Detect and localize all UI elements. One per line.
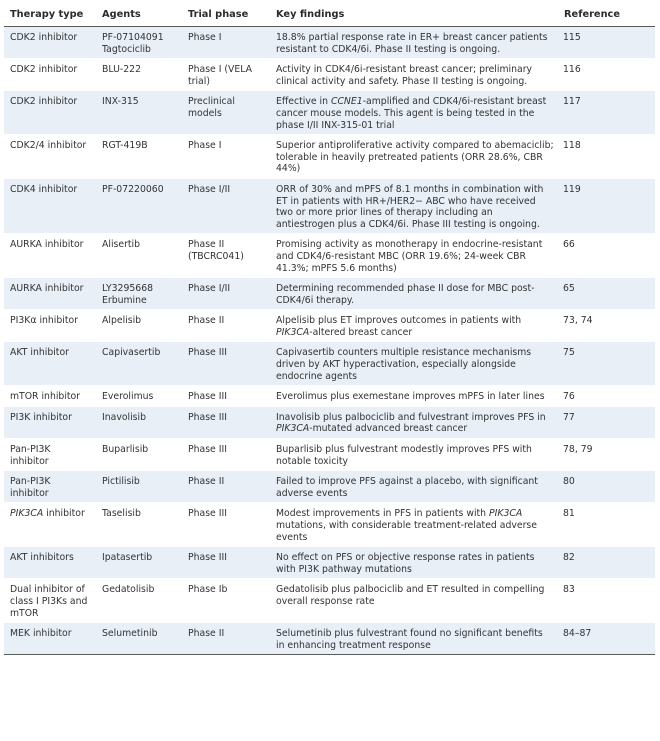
finding-text: -amplified and CDK4/6i-resistant breast cancer mouse models. This agent is being tested in the phase I/II INX-315-01 trial [276,96,547,131]
agent-name: INX-315 [102,96,139,108]
finding-text: Inavolisib plus palbociclib and fulvestrant improves PFS in [276,411,546,423]
cell-trial-phase: Phase II [182,310,270,342]
cell-therapy-type: AKT inhibitors [4,547,96,579]
finding-text: Superior antiproliferative activity compared to abemaciclib; tolerable in heavily pretreated patients (ORR 28.6%, CBR 44%) [276,140,554,175]
cell-trial-phase: Phase I/II [182,278,270,310]
cell-agents [96,439,182,471]
agent-name: Taselisib [102,508,141,520]
cell-key-findings [270,386,558,407]
agent-name: Tagtociclib [102,43,151,55]
cell-agents [96,579,182,623]
finding-text: -mutated advanced breast cancer [309,423,468,435]
cell-agents [96,623,182,655]
cell-key-findings [270,178,558,233]
agent-name: Gedatolisib [102,584,155,596]
finding-text: Failed to improve PFS against a placebo, with significant adverse events [276,476,538,499]
cell-trial-phase: Phase I [182,135,270,179]
agent-name: Inavolisib [102,411,147,423]
cell-trial-phase: Phase I (VELA trial) [182,59,270,91]
cell-therapy-type: mTOR inhibitor [4,386,96,407]
finding-text: Selumetinib plus fulvestrant found no significant benefits in enhancing treatment response [276,628,543,651]
table-row [4,59,655,91]
cell-key-findings [270,27,558,59]
cell-reference: 75 [558,342,655,386]
cell-agents [96,278,182,310]
cell-agents [96,91,182,135]
cell-trial-phase: Phase II [182,623,270,655]
therapy-suffix: inhibitor [43,508,85,520]
table-row [4,503,655,547]
table-row [4,310,655,342]
cell-reference: 118 [558,135,655,179]
cell-therapy-type: Dual inhibitor of class I PI3Ks and mTOR [4,579,96,623]
table-row [4,91,655,135]
cell-key-findings [270,310,558,342]
cell-agents [96,27,182,59]
gene-name: CCNE1 [330,96,363,108]
cell-reference: 117 [558,91,655,135]
cell-reference: 65 [558,278,655,310]
cell-reference: 84–87 [558,623,655,655]
agent-name: Alpelisib [102,315,142,327]
cell-key-findings [270,234,558,278]
cell-key-findings [270,342,558,386]
table-row [4,439,655,471]
cell-reference: 115 [558,27,655,59]
cell-key-findings [270,278,558,310]
finding-text: Buparlisib plus fulvestrant modestly improves PFS with notable toxicity [276,444,532,467]
cell-reference: 77 [558,406,655,438]
gene-name: PIK3CA [276,326,310,338]
cell-key-findings [270,471,558,503]
cell-agents [96,386,182,407]
header-therapy-type: Therapy type [4,3,96,27]
cell-reference: 66 [558,234,655,278]
cell-agents [96,471,182,503]
cell-trial-phase: Phase II [182,471,270,503]
cell-agents [96,342,182,386]
cell-key-findings [270,439,558,471]
finding-text: Activity in CDK4/6i-resistant breast cancer; preliminary clinical activity and safety. Phase II testing is ongoing. [276,64,533,87]
cell-agents [96,178,182,233]
cell-therapy-type: MEK inhibitor [4,623,96,655]
agent-name: LY3295668 [102,283,154,295]
finding-text: Determining recommended phase II dose for MBC post-CDK4/6i therapy. [276,283,535,306]
cell-reference: 81 [558,503,655,547]
cell-therapy-type: Pan-PI3K inhibitor [4,471,96,503]
cell-key-findings [270,91,558,135]
agent-name: Alisertib [102,239,141,251]
table-row [4,406,655,438]
cell-reference: 76 [558,386,655,407]
cell-trial-phase: Preclinical models [182,91,270,135]
cell-reference: 73, 74 [558,310,655,342]
finding-text: Alpelisib plus ET improves outcomes in patients with [276,315,522,327]
gene-name: PIK3CA [489,508,523,520]
cell-trial-phase: Phase III [182,386,270,407]
agent-name: Pictilisib [102,476,140,488]
cell-agents [96,310,182,342]
cell-therapy-type: CDK2 inhibitor [4,59,96,91]
gene-name: PIK3CA [276,423,310,435]
cell-therapy-type: CDK4 inhibitor [4,178,96,233]
cell-agents [96,59,182,91]
agent-name: PF-07104091 [102,32,164,43]
cell-agents [96,234,182,278]
finding-text: Effective in [276,96,331,108]
agent-name: PF-07220060 [102,183,164,195]
header-reference: Reference [558,3,655,27]
cell-reference: 80 [558,471,655,503]
cell-therapy-type: CDK2 inhibitor [4,27,96,59]
cell-agents [96,547,182,579]
cell-trial-phase: Phase II (TBCRC041) [182,234,270,278]
cell-key-findings [270,135,558,179]
cell-therapy-type: AURKA inhibitor [4,234,96,278]
finding-text: Everolimus plus exemestane improves mPFS in later lines [276,391,545,403]
finding-text: mutations, with considerable treatment-related adverse events [276,520,537,543]
cell-trial-phase: Phase I/II [182,178,270,233]
finding-text: Capivasertib counters multiple resistance mechanisms driven by AKT hyperactivation, especially alongside endocrine agents [276,347,532,382]
cell-key-findings [270,623,558,655]
cell-reference: 82 [558,547,655,579]
table-row [4,27,655,59]
finding-text: Promising activity as monotherapy in endocrine-resistant and CDK4/6-resistant MBC (ORR 19.6%; 24-week CBR 41.3%; mPFS 5.6 months) [276,239,543,274]
cell-therapy-type: CDK2/4 inhibitor [4,135,96,179]
cell-trial-phase: Phase III [182,342,270,386]
finding-text: -altered breast cancer [309,326,413,338]
cell-key-findings [270,503,558,547]
cell-therapy-type: AURKA inhibitor [4,278,96,310]
finding-text: Gedatolisib plus palbociclib and ET resulted in compelling overall response rate [276,584,545,607]
table-row [4,623,655,655]
cell-agents [96,406,182,438]
agent-name: Everolimus [102,391,154,403]
table-row [4,234,655,278]
agent-name: RGT-419B [102,140,148,152]
table-body [4,27,655,655]
cell-key-findings [270,547,558,579]
cell-agents [96,503,182,547]
agent-name: Ipatasertib [102,552,153,564]
cell-agents [96,135,182,179]
finding-text: Modest improvements in PFS in patients with [276,508,490,520]
cell-therapy-type: Pan-PI3K inhibitor [4,439,96,471]
table-row [4,342,655,386]
cell-therapy-type: AKT inhibitor [4,342,96,386]
table-row [4,135,655,179]
therapy-gene-name: PIK3CA [10,508,44,520]
agent-name: Capivasertib [102,347,161,359]
agent-name: Selumetinib [102,628,158,640]
table-header [4,3,655,27]
cell-reference: 83 [558,579,655,623]
cell-reference: 119 [558,178,655,233]
cell-reference: 116 [558,59,655,91]
cell-trial-phase: Phase III [182,503,270,547]
finding-text: ORR of 30% and mPFS of 8.1 months in combination with ET in patients with HR+/HER2− ABC who have received two or more prior lines of therapy including an antiestrogen plus a CDK4/6i. Phase III testing is ongoing. [276,183,544,230]
cell-key-findings [270,579,558,623]
cell-therapy-type: CDK2 inhibitor [4,91,96,135]
finding-text: 18.8% partial response rate in ER+ breast cancer patients resistant to CDK4/6i. Phase II testing is ongoing. [276,32,548,55]
table-row [4,278,655,310]
cell-therapy-type [4,503,96,547]
table-row [4,547,655,579]
table-row [4,386,655,407]
table-row [4,579,655,623]
agent-name: Erbumine [102,294,147,306]
cell-trial-phase: Phase I [182,27,270,59]
cell-therapy-type: PI3Kα inhibitor [4,310,96,342]
cell-trial-phase: Phase III [182,406,270,438]
header-row [4,3,655,27]
therapy-table [4,3,655,655]
header-agents: Agents [96,3,182,27]
cell-reference: 78, 79 [558,439,655,471]
cell-key-findings [270,59,558,91]
cell-trial-phase: Phase III [182,547,270,579]
finding-text: No effect on PFS or objective response rates in patients with PI3K pathway mutations [276,552,535,575]
agent-name: Buparlisib [102,444,149,456]
agent-name: BLU-222 [102,64,141,76]
table-row [4,178,655,233]
cell-key-findings [270,406,558,438]
cell-therapy-type: PI3K inhibitor [4,406,96,438]
table-row [4,471,655,503]
cell-trial-phase: Phase Ib [182,579,270,623]
header-trial-phase: Trial phase [182,3,270,27]
cell-trial-phase: Phase III [182,439,270,471]
header-key-findings: Key findings [270,3,558,27]
